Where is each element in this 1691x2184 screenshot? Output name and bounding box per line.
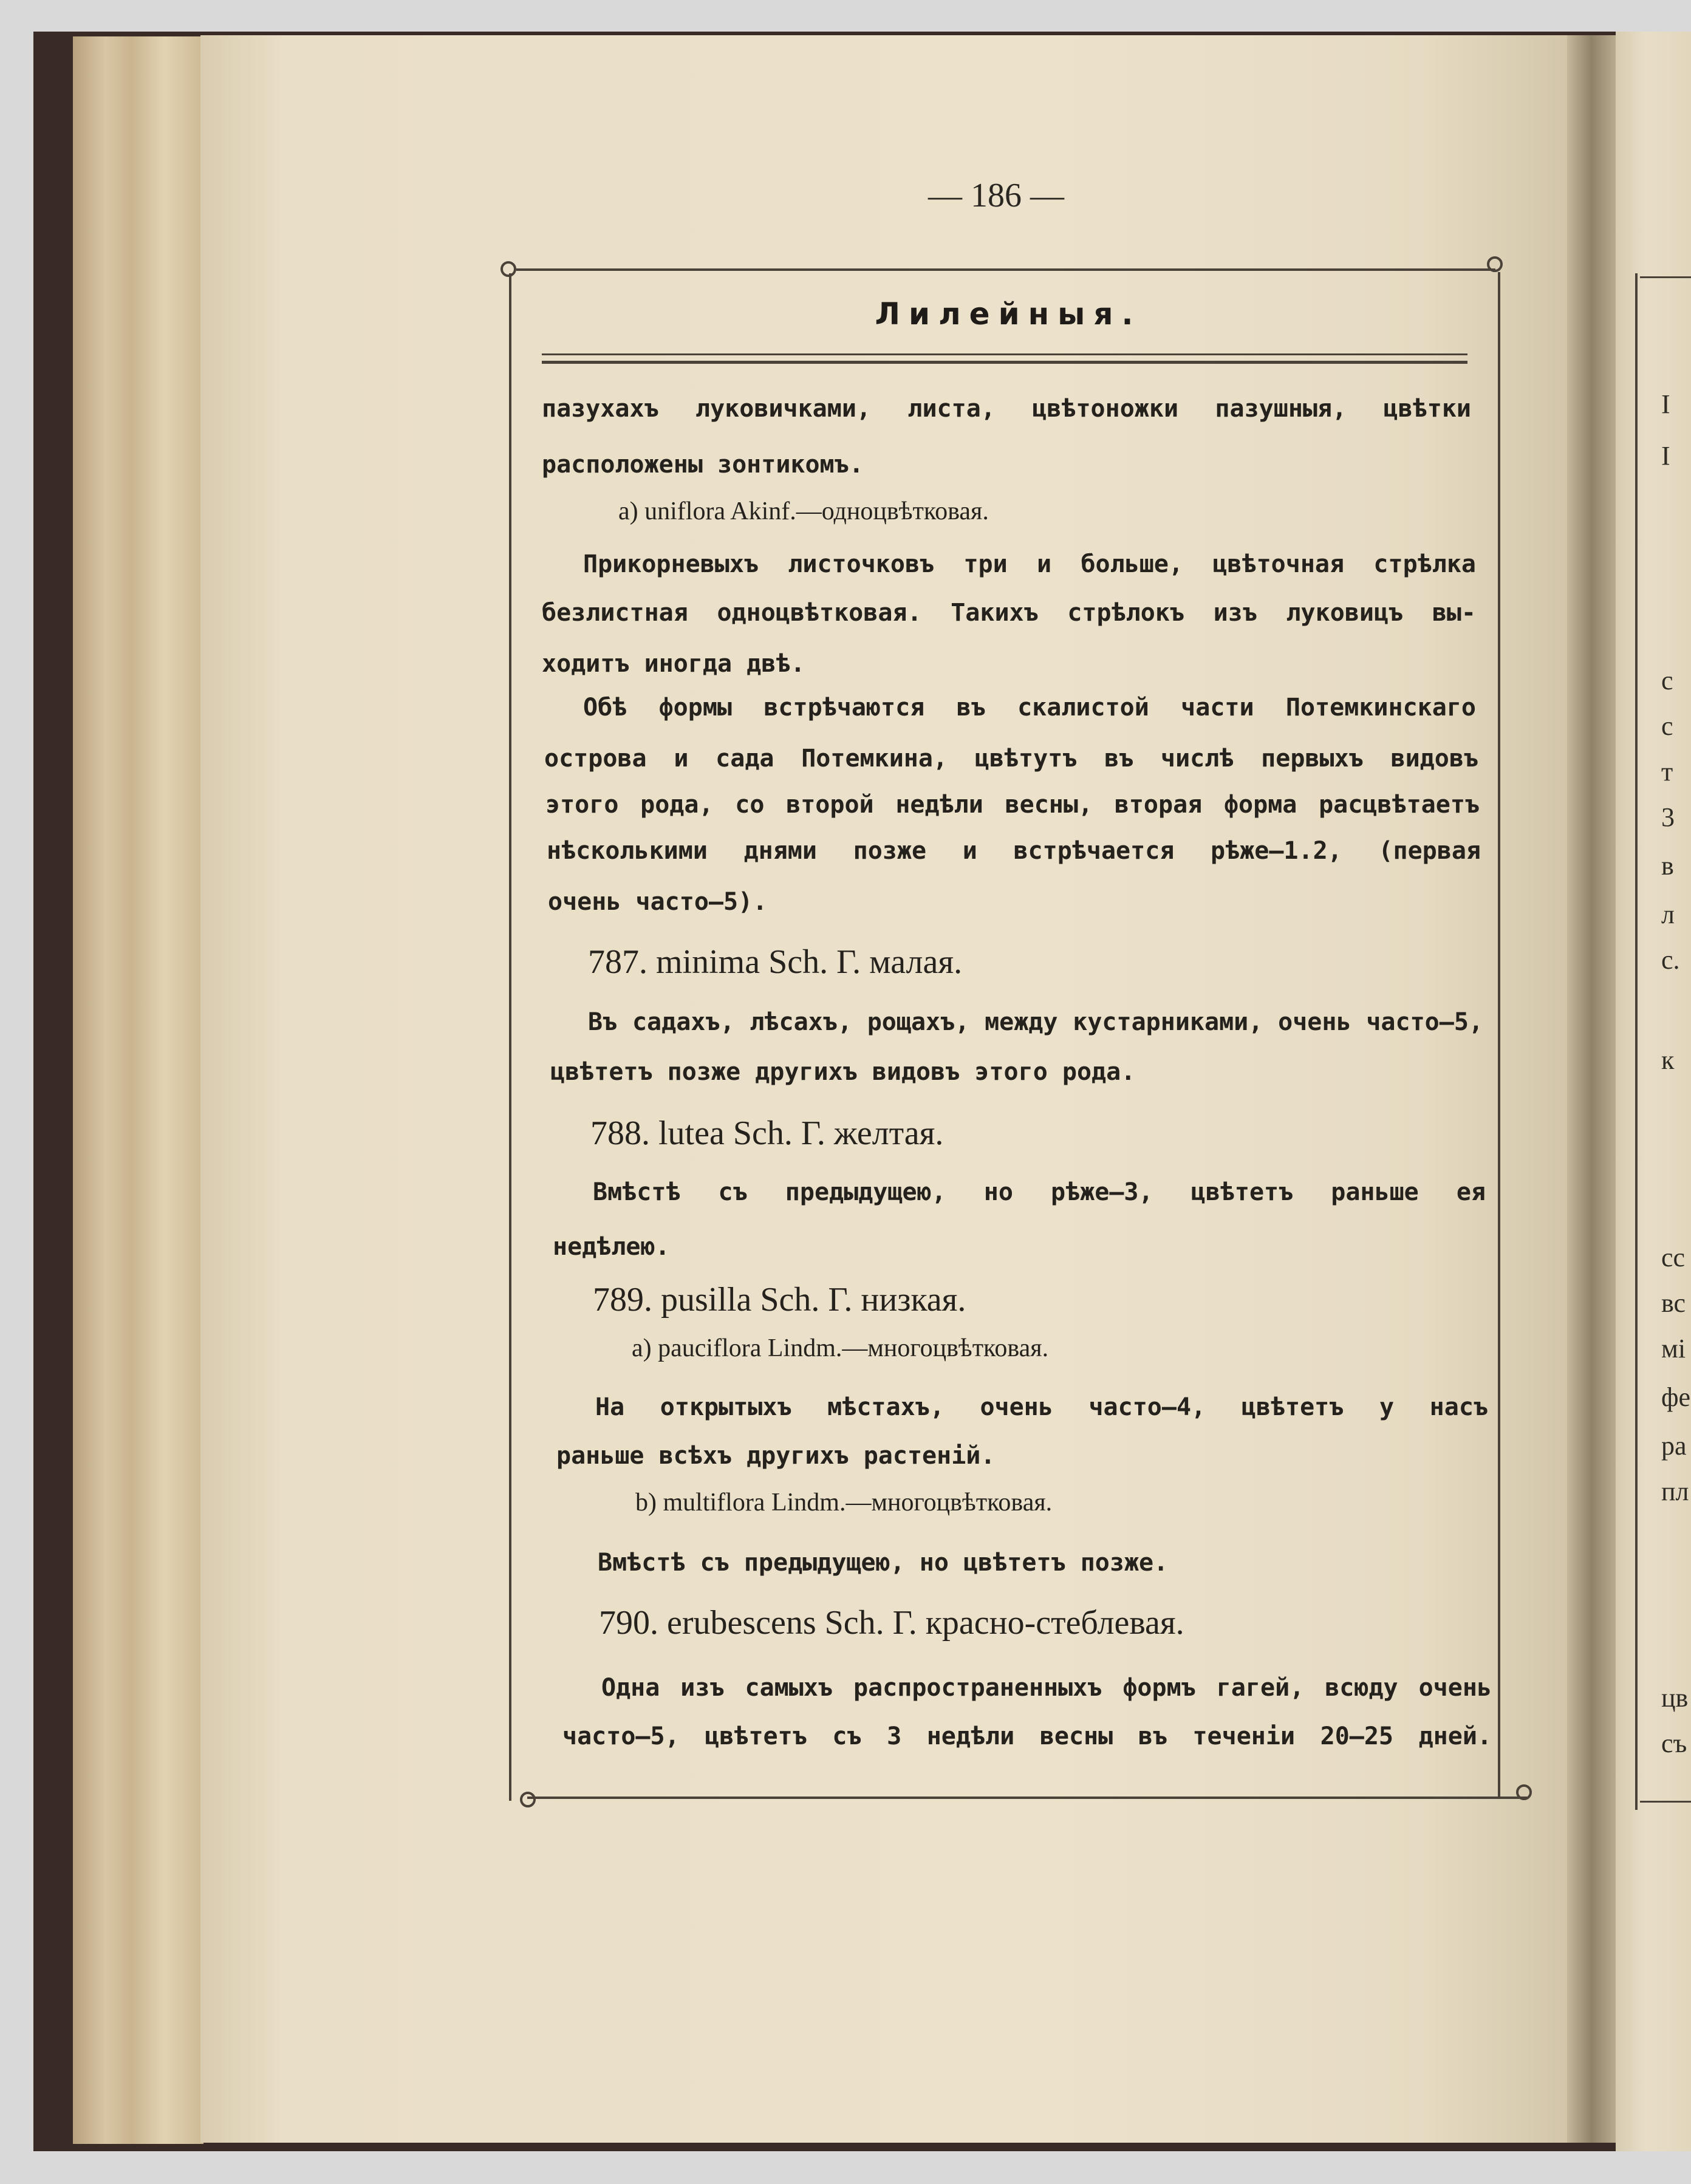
text-line: очень часто—5). xyxy=(548,888,768,916)
right-page-fragment: I xyxy=(1661,441,1670,471)
right-page-fragment: мі xyxy=(1661,1334,1686,1363)
book-gutter xyxy=(1567,35,1616,2143)
species-entry-790: 790. erubescens Sch. Г. красно-стеблевая. xyxy=(599,1604,1184,1642)
title-rule-thick xyxy=(542,361,1467,364)
left-page xyxy=(200,35,1591,2143)
text-line: этого рода, со второй недѣли весны, вторая форма расцвѣтаетъ xyxy=(545,791,1480,819)
species-entry-788: 788. lutea Sch. Г. желтая. xyxy=(590,1114,944,1152)
text-line: часто—5, цвѣтетъ съ 3 недѣли весны въ теченіи 20—25 дней. xyxy=(562,1722,1492,1750)
text-line: недѣлею. xyxy=(553,1233,670,1261)
page-number: — 186 — xyxy=(928,177,1064,214)
right-page-fragment: ра xyxy=(1661,1431,1687,1461)
corner-ornament-icon xyxy=(520,1792,536,1807)
page-edges xyxy=(73,36,203,2144)
right-page-fragment: с xyxy=(1661,711,1673,741)
corner-ornament-icon xyxy=(1516,1784,1532,1800)
text-line: Вмѣстѣ съ предыдущею, но цвѣтетъ позже. xyxy=(598,1549,1169,1577)
corner-ornament-icon xyxy=(500,261,516,277)
text-line: расположены зонтикомъ. xyxy=(542,451,864,479)
text-line: Вмѣстѣ съ предыдущею, но рѣже—3, цвѣтетъ раньше ея xyxy=(593,1178,1486,1206)
text-line: Обѣ формы встрѣчаются въ скалистой части Потемкинскаго xyxy=(583,694,1476,722)
text-line: нѣсколькими днями позже и встрѣчается рѣже—1.2, (первая xyxy=(547,837,1481,865)
right-page-fragment: т xyxy=(1661,757,1673,787)
right-page-fragment: фе xyxy=(1661,1382,1691,1412)
right-page-fragment: цв xyxy=(1661,1683,1689,1713)
right-page-frame-bottom xyxy=(1640,1801,1691,1803)
text-line: безлистная одноцвѣтковая. Такихъ стрѣлокъ изъ луковицъ вы- xyxy=(542,599,1476,627)
right-page-fragment: вс xyxy=(1661,1288,1686,1318)
text-line: ходитъ иногда двѣ. xyxy=(542,650,805,678)
right-page-fragment: л xyxy=(1661,899,1675,929)
right-page-fragment: в xyxy=(1661,851,1674,881)
right-page-frame xyxy=(1635,273,1638,1810)
corner-ornament-icon xyxy=(1487,256,1503,272)
text-line: Въ садахъ, лѣсахъ, рощахъ, между кустарниками, очень часто—5, xyxy=(588,1008,1483,1036)
variety-line: b) multiflora Lindm.—многоцвѣтковая. xyxy=(635,1489,1053,1517)
variety-line: a) pauciflora Lindm.—многоцвѣтковая. xyxy=(632,1334,1049,1362)
frame-top-border xyxy=(516,268,1495,271)
right-page-fragment: к xyxy=(1661,1045,1675,1075)
right-page-frame-top xyxy=(1640,276,1691,278)
text-line: пазухахъ луковичками, листа, цвѣтоножки пазушныя, цвѣтки xyxy=(542,395,1471,423)
text-line: острова и сада Потемкина, цвѣтутъ въ числѣ первыхъ видовъ xyxy=(544,745,1478,773)
species-entry-789: 789. pusilla Sch. Г. низкая. xyxy=(593,1281,966,1319)
text-line: раньше всѣхъ другихъ растеній. xyxy=(556,1442,996,1470)
right-page-fragment: 3 xyxy=(1661,802,1675,832)
right-page-fragment: сс xyxy=(1661,1243,1686,1272)
text-line: На открытыхъ мѣстахъ, очень часто—4, цвѣтетъ у насъ xyxy=(595,1393,1488,1421)
right-page-fragment: с. xyxy=(1661,945,1680,975)
right-page-fragment: съ xyxy=(1661,1728,1687,1758)
variety-line: a) uniflora Akinf.—одноцвѣтковая. xyxy=(618,497,989,525)
text-line: Прикорневыхъ листочковъ три и больше, цвѣточная стрѣлка xyxy=(583,550,1476,578)
right-page-fragment: I xyxy=(1661,389,1670,419)
section-title: Лилейныя. xyxy=(875,296,1142,332)
frame-bottom-border xyxy=(527,1797,1527,1799)
title-rule xyxy=(542,353,1467,355)
species-entry-787: 787. minima Sch. Г. малая. xyxy=(588,943,963,981)
text-line: Одна изъ самыхъ распространенныхъ формъ гагей, всюду очень xyxy=(601,1674,1492,1702)
text-line: цвѣтетъ позже другихъ видовъ этого рода. xyxy=(550,1058,1136,1086)
right-page-fragment: с xyxy=(1661,666,1673,695)
frame-right-border xyxy=(1498,272,1500,1797)
frame-left-border xyxy=(509,273,511,1801)
right-page-fragment: пл xyxy=(1661,1476,1689,1506)
right-page xyxy=(1616,32,1691,2151)
